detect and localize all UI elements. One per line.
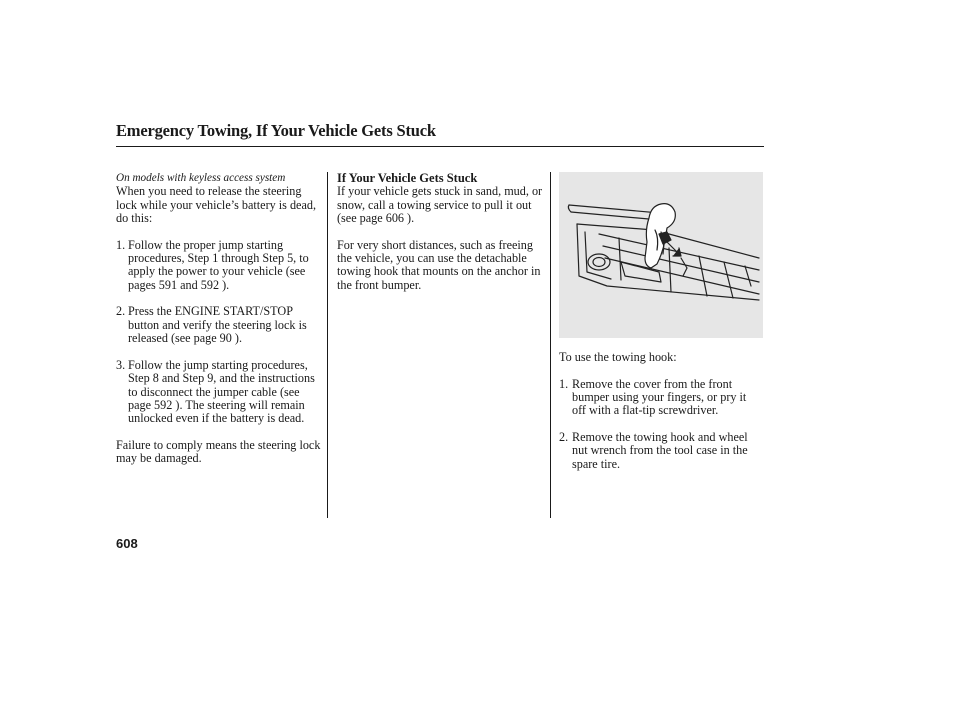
step-number: 2.: [559, 430, 569, 445]
towing-step-1: [559, 378, 763, 418]
left-column: [116, 172, 322, 466]
steering-step-1: [116, 239, 322, 292]
stuck-paragraph-2: For very short distances, such as freeing the vehicle, you can use the detachable towing hook that mounts on the anchor in the front bumper.: [337, 237, 541, 292]
step-number: 1.: [116, 237, 126, 252]
step-text: Follow the proper jump starting procedures, Step 1 through Step 5, to apply the power to your vehicle (see pages 591 and 592 ).: [128, 237, 309, 292]
step-text: Follow the jump starting procedures, Step 8 and Step 9, and the instructions to disconnect the jumper cable (see page 592 ). The steering will remain unlocked even if the battery is dead.: [128, 357, 315, 426]
bumper-cover-removal-icon: [559, 172, 763, 338]
step-text: Press the ENGINE START/STOP button and verify the steering lock is released (see page 90 ).: [128, 304, 307, 346]
towing-hook-illustration: [559, 172, 763, 338]
column-divider-2: [550, 172, 551, 518]
step-number: 3.: [116, 357, 126, 372]
page-title: Emergency Towing, If Your Vehicle Gets Stuck: [116, 121, 436, 140]
steering-step-3: [116, 359, 322, 426]
column-divider-1: [327, 172, 328, 518]
step-text: Remove the cover from the front bumper using your fingers, or pry it off with a flat-tip screwdriver.: [572, 376, 747, 418]
steering-lock-warning: Failure to comply means the steering lock may be damaged.: [116, 437, 321, 466]
step-number: 2.: [116, 304, 126, 319]
title-divider: [116, 146, 764, 147]
steering-lock-intro: When you need to release the steering lock while your vehicle’s battery is dead, do this:: [116, 184, 317, 226]
stuck-paragraph-1: If your vehicle gets stuck in sand, mud, or snow, call a towing service to pull it out (see page 606 ).: [337, 184, 543, 226]
towing-step-2: [559, 431, 763, 471]
step-text: Remove the towing hook and wheel nut wrench from the tool case in the spare tire.: [572, 430, 748, 471]
middle-column: [337, 172, 547, 292]
model-applicability-note: On models with keyless access system: [116, 172, 286, 184]
right-column: [559, 172, 763, 471]
towing-hook-intro: To use the towing hook:: [559, 350, 677, 364]
section-heading-stuck: If Your Vehicle Gets Stuck: [337, 171, 478, 185]
steering-step-2: [116, 305, 322, 345]
step-number: 1.: [559, 376, 569, 391]
page-number: 608: [116, 536, 138, 551]
